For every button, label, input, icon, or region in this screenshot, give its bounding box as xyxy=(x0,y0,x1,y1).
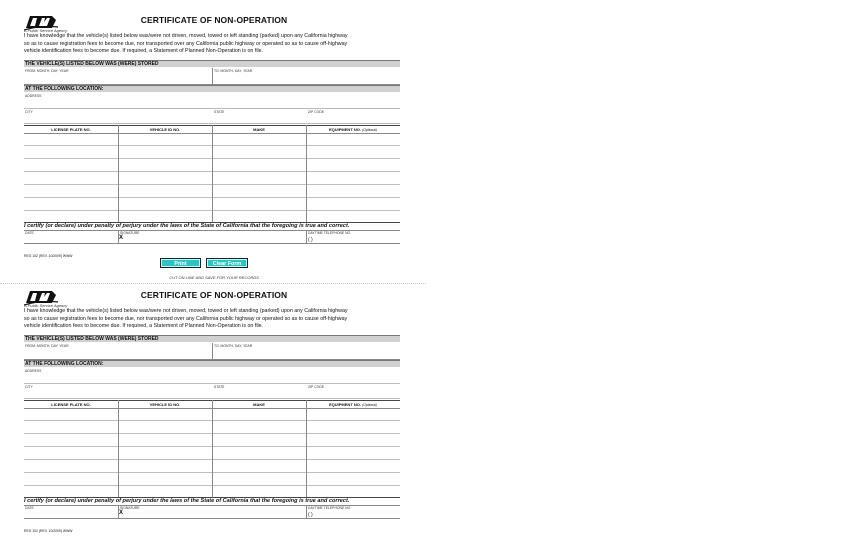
certify-statement: I certify (or declare) under penalty of perjury under the laws of the State of California that the foregoing is true and correct. xyxy=(24,498,350,504)
col-header-plate: LICENSE PLATE NO. xyxy=(51,402,91,407)
divider xyxy=(24,243,400,244)
col-header-plate: LICENSE PLATE NO. xyxy=(51,127,91,132)
zip-label: ZIP CODE xyxy=(308,110,324,114)
city-label: CITY xyxy=(25,110,33,114)
table-col-divider xyxy=(212,125,213,222)
date-divider xyxy=(212,68,213,84)
cut-instruction: CUT ON LINE AND SAVE FOR YOUR RECORDS xyxy=(169,275,259,280)
phone-label: DAYTIME TELEPHONE NO. xyxy=(308,506,352,510)
intro-line: vehicle identification fees to become due. If required, a Statement of Planned Non-Operation is on file. xyxy=(24,48,264,55)
city-field-line[interactable] xyxy=(24,123,400,124)
signature-label: SIGNATURE xyxy=(120,506,140,510)
agency-tagline: A Public Service Agency xyxy=(24,303,68,308)
intro-text xyxy=(24,33,400,56)
col-header-equipment xyxy=(306,402,400,407)
equipment-optional-note: (Optional) xyxy=(362,128,378,132)
equipment-label: EQUIPMENT NO. xyxy=(328,402,361,407)
intro-line: I have knowledge that the vehicle(s) listed below was/were not driven, moved, towed or left standing (parked) upon any California highway xyxy=(24,33,348,39)
table-col-divider xyxy=(118,400,119,497)
cut-line xyxy=(0,283,426,284)
date-label: DATE xyxy=(25,506,34,510)
table-col-divider xyxy=(212,400,213,497)
from-date-label: FROM: MONTH, DAY, YEAR xyxy=(25,344,69,348)
col-header-vin: VEHICLE ID NO. xyxy=(149,127,181,132)
col-header-make: MAKE xyxy=(253,127,265,132)
clear-form-button[interactable]: Clear Form xyxy=(206,258,248,268)
divider xyxy=(306,230,307,243)
intro-line: vehicle identification fees to become due. If required, a Statement of Planned Non-Operation is on file. xyxy=(24,323,264,330)
signature-x-mark: X xyxy=(119,235,124,241)
form-number: REG 102 (REV. 10/2009) WWW xyxy=(24,254,73,258)
table-col-divider xyxy=(118,125,119,222)
date-label: DATE xyxy=(25,231,34,235)
section-location-header: AT THE FOLLOWING LOCATION: xyxy=(24,360,400,367)
state-label: STATE xyxy=(214,110,225,114)
col-header-equipment xyxy=(306,127,400,132)
table-col-divider xyxy=(306,125,307,222)
city-label: CITY xyxy=(25,385,33,389)
equipment-optional-note: (Optional) xyxy=(362,403,378,407)
certify-statement: I certify (or declare) under penalty of perjury under the laws of the State of California that the foregoing is true and correct. xyxy=(24,223,350,229)
city-field-line[interactable] xyxy=(24,398,400,399)
phone-label: DAYTIME TELEPHONE NO. xyxy=(308,231,352,235)
intro-line: so as to cause registration fees to become due, nor transported over any California public highway or operated so as to cause off-highway xyxy=(24,40,348,47)
divider xyxy=(118,505,119,518)
state-label: STATE xyxy=(214,385,225,389)
address-label: ADDRESS xyxy=(25,94,42,98)
intro-line: so as to cause registration fees to become due, nor transported over any California public highway or operated so as to cause off-highway xyxy=(24,315,348,322)
date-divider xyxy=(212,343,213,359)
form-number: REG 102 (REV. 10/2009) WWW xyxy=(24,529,73,533)
agency-tagline: A Public Service Agency xyxy=(24,28,68,33)
section-location-header: AT THE FOLLOWING LOCATION: xyxy=(24,85,400,92)
equipment-label: EQUIPMENT NO. xyxy=(328,127,361,132)
address-label: ADDRESS xyxy=(25,369,42,373)
address-field-line[interactable] xyxy=(24,383,400,384)
divider xyxy=(24,518,400,519)
form-title: CERTIFICATE OF NON-OPERATION xyxy=(140,15,288,25)
address-field-line[interactable] xyxy=(24,108,400,109)
col-header-vin: VEHICLE ID NO. xyxy=(149,402,181,407)
col-header-make: MAKE xyxy=(253,402,265,407)
divider xyxy=(118,230,119,243)
divider xyxy=(306,505,307,518)
intro-line: I have knowledge that the vehicle(s) listed below was/were not driven, moved, towed or left standing (parked) upon any California highway xyxy=(24,308,348,314)
signature-x-mark: X xyxy=(119,510,124,516)
signature-label: SIGNATURE xyxy=(120,231,140,235)
print-button[interactable]: Print xyxy=(160,258,201,268)
from-date-label: FROM: MONTH, DAY, YEAR xyxy=(25,69,69,73)
phone-area-code: ( ) xyxy=(308,237,313,243)
phone-area-code: ( ) xyxy=(308,512,313,518)
intro-text xyxy=(24,308,400,331)
table-col-divider xyxy=(306,400,307,497)
to-date-label: TO: MONTH, DAY, YEAR xyxy=(214,344,253,348)
to-date-label: TO: MONTH, DAY, YEAR xyxy=(214,69,253,73)
zip-label: ZIP CODE xyxy=(308,385,324,389)
form-title: CERTIFICATE OF NON-OPERATION xyxy=(140,290,288,300)
section-stored-header: THE VEHICLE(S) LISTED BELOW WAS (WERE) STORED xyxy=(24,60,400,67)
section-stored-header: THE VEHICLE(S) LISTED BELOW WAS (WERE) STORED xyxy=(24,335,400,342)
